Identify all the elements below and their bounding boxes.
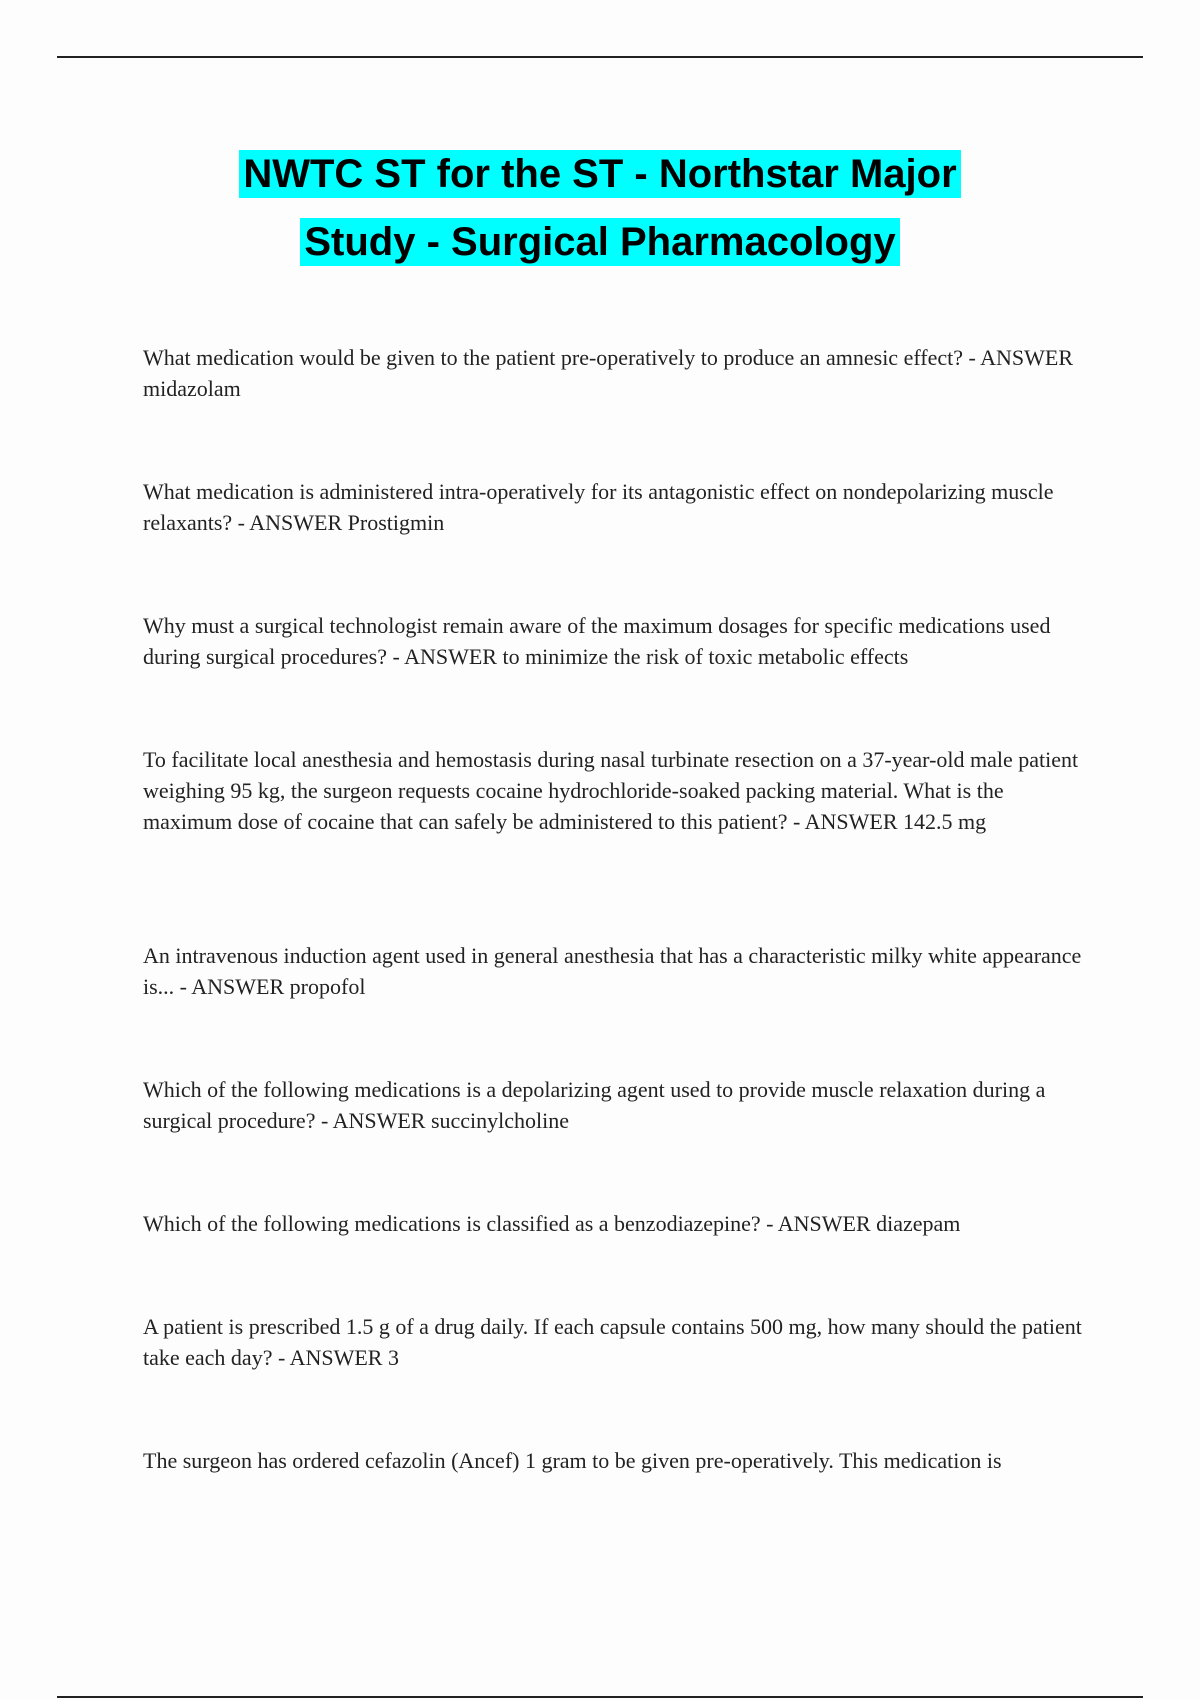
- document-title: [0, 140, 1200, 276]
- top-rule: [57, 56, 1143, 58]
- qa-item: Which of the following medications is a depolarizing agent used to provide muscle relaxation during a surgical procedure? - ANSWER succinylcholine: [143, 1077, 1046, 1133]
- qa-item: A patient is prescribed 1.5 g of a drug daily. If each capsule contains 500 mg, how many should the patient take each day? - ANSWER 3: [143, 1314, 1082, 1370]
- title-line-1: NWTC ST for the ST - Northstar Major: [239, 150, 960, 198]
- qa-item: What medication would be given to the patient pre-operatively to produce an amnesic effect? - ANSWER midazolam: [143, 345, 1073, 401]
- qa-item: To facilitate local anesthesia and hemostasis during nasal turbinate resection on a 37-year-old male patient weighing 95 kg, the surgeon requests cocaine hydrochloride-soaked packing material. What is the maximum dose of cocaine that can safely be administered to this patient? - ANSWER 142.5 mg: [143, 747, 1079, 834]
- bottom-rule: [57, 1696, 1143, 1698]
- title-line-2: Study - Surgical Pharmacology: [300, 218, 899, 266]
- qa-item: The surgeon has ordered cefazolin (Ancef) 1 gram to be given pre-operatively. This medication is: [143, 1448, 1002, 1473]
- qa-item: Why must a surgical technologist remain aware of the maximum dosages for specific medications used during surgical procedures? - ANSWER to minimize the risk of toxic metabolic effects: [143, 613, 1051, 669]
- qa-item: What medication is administered intra-operatively for its antagonistic effect on nondepolarizing muscle relaxants? - ANSWER Prostigmin: [143, 479, 1054, 535]
- qa-item: Which of the following medications is classified as a benzodiazepine? - ANSWER diazepam: [143, 1211, 961, 1236]
- qa-item: An intravenous induction agent used in general anesthesia that has a characteristic milky white appearance is... - ANSWER propofol: [143, 943, 1082, 999]
